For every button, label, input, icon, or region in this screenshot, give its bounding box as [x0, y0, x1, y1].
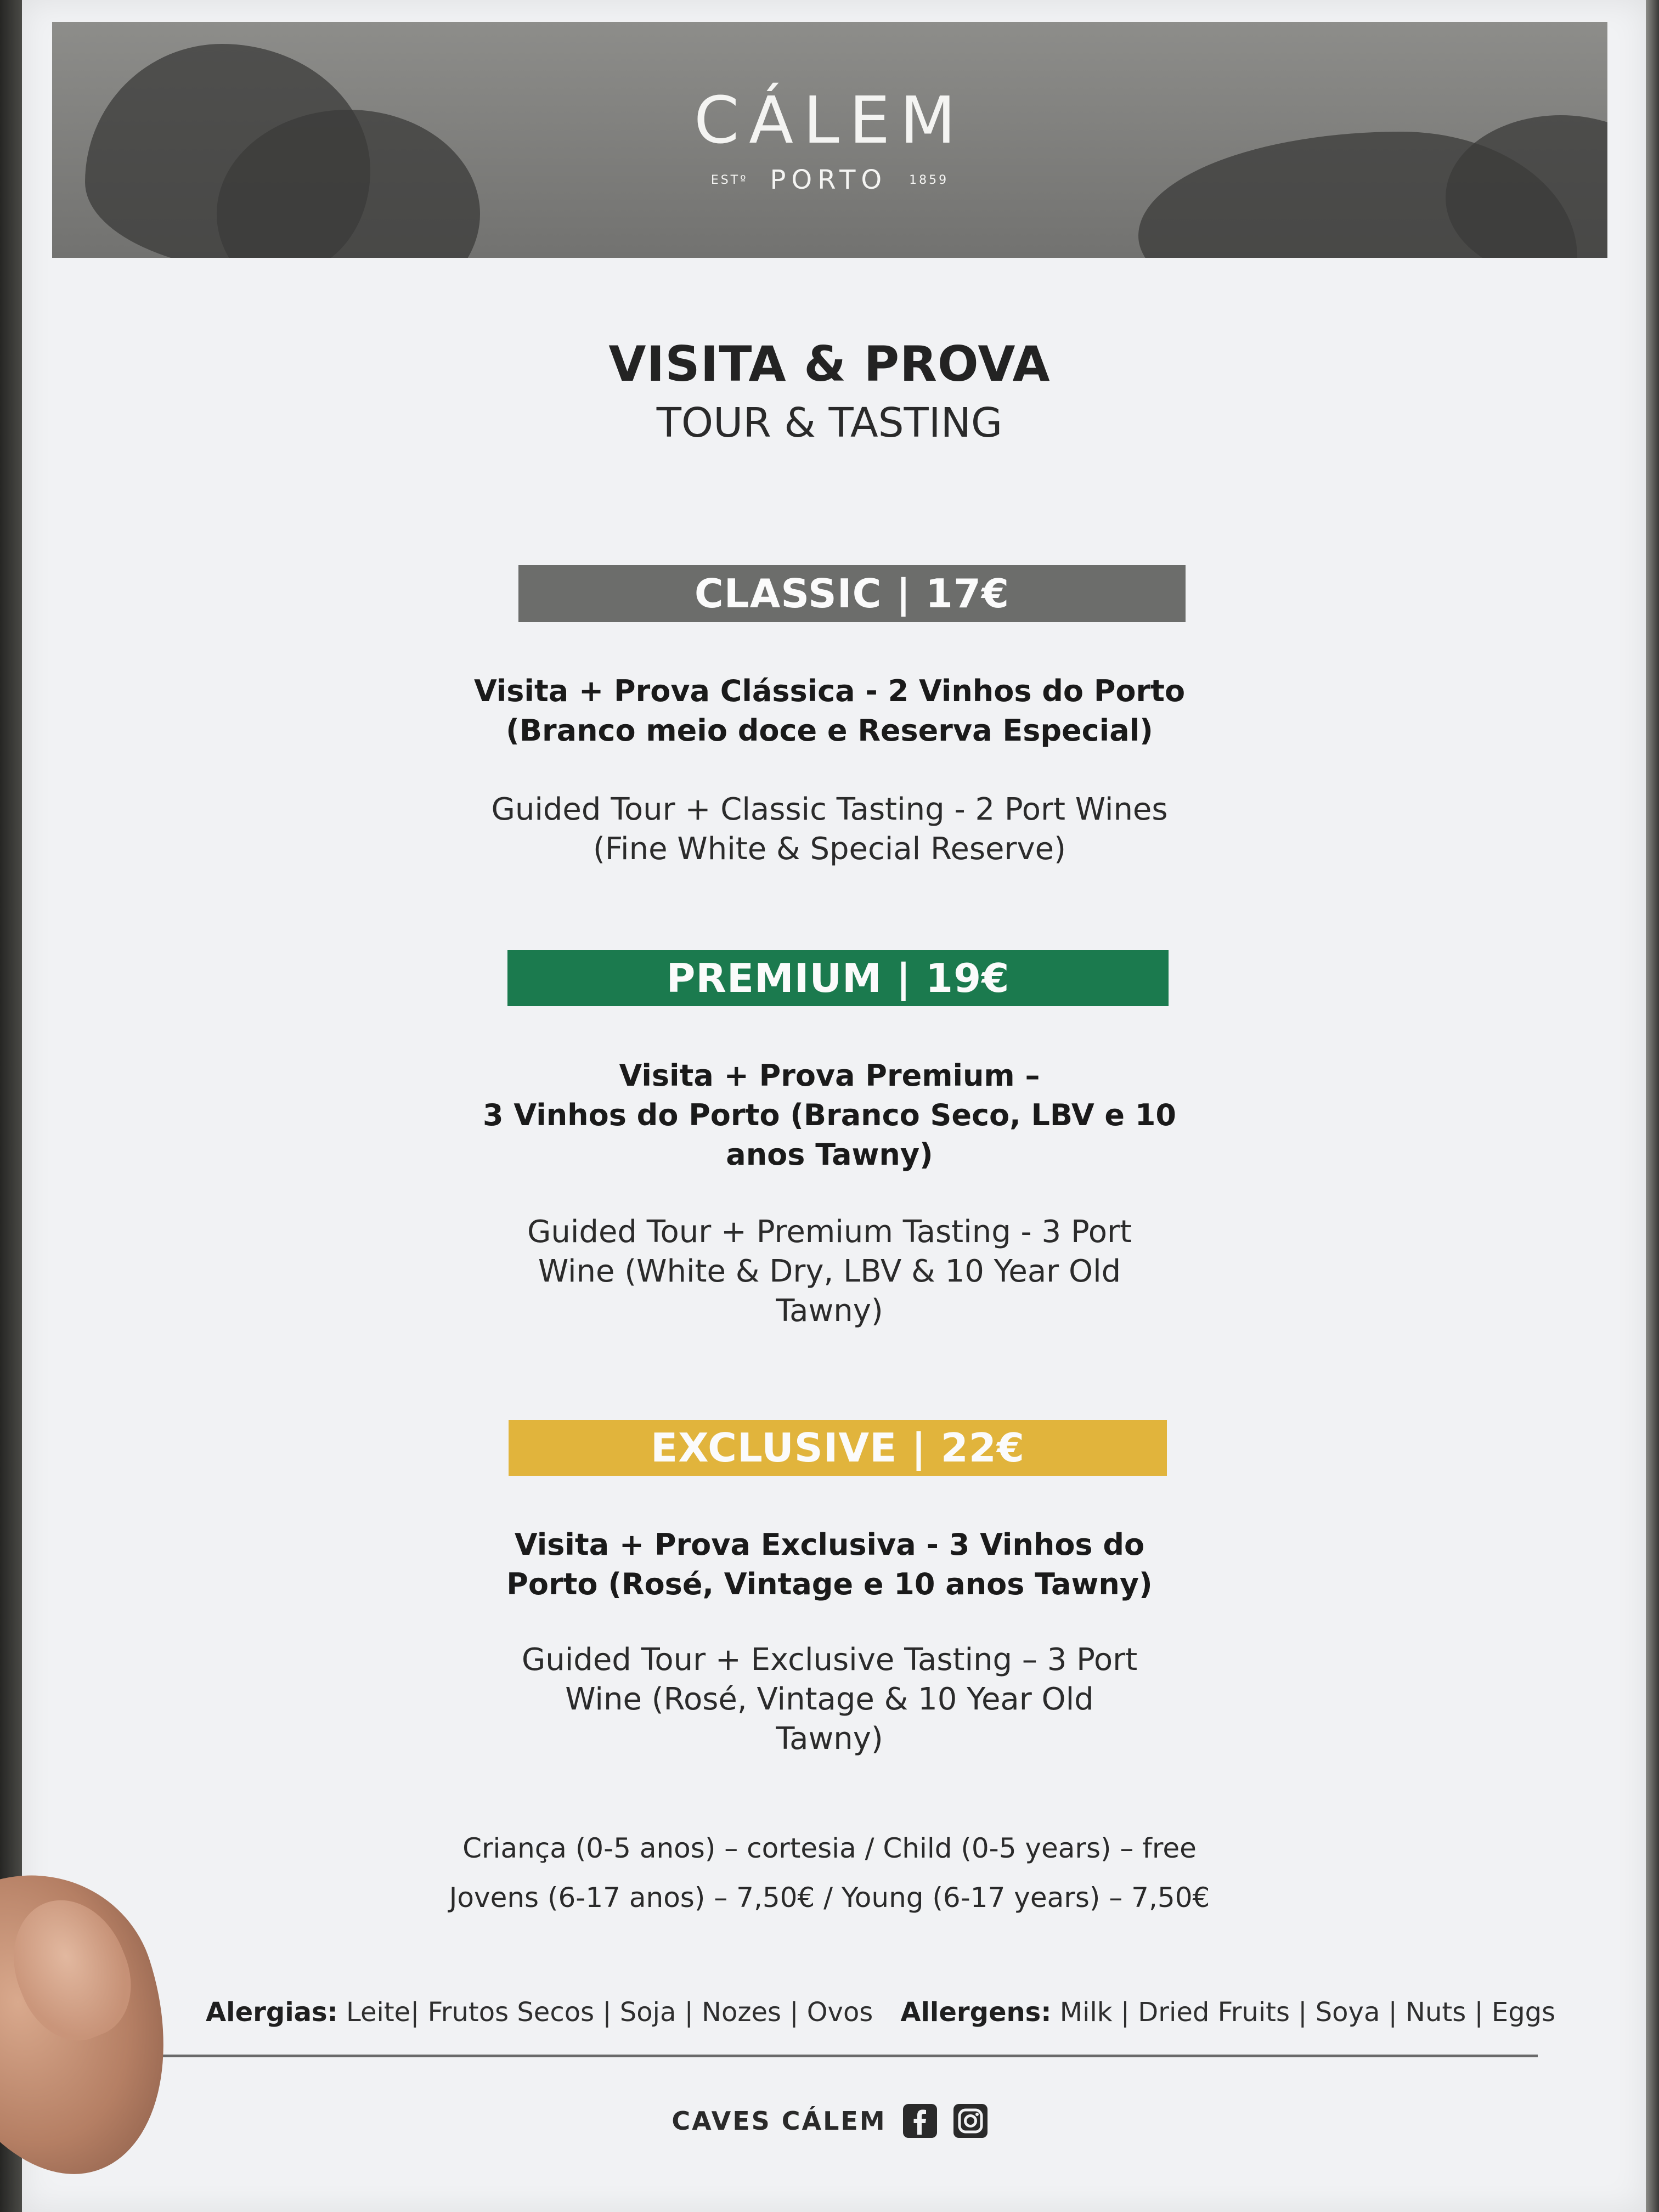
logo-city: PORTO: [770, 165, 888, 195]
premium-en-line: Tawny): [776, 1293, 883, 1329]
classic-price-band: CLASSIC | 17€: [518, 565, 1186, 622]
classic-description-pt: [0, 672, 1659, 751]
premium-description-pt: [0, 1056, 1659, 1175]
classic-description-en: [0, 790, 1659, 869]
premium-pt-line: 3 Vinhos do Porto (Branco Seco, LBV e 10: [483, 1098, 1176, 1132]
exclusive-en-line: Tawny): [776, 1721, 883, 1757]
premium-en-line: Wine (White & Dry, LBV & 10 Year Old: [538, 1254, 1121, 1289]
premium-price-band: PREMIUM | 19€: [507, 950, 1169, 1006]
exclusive-pt-line: Visita + Prova Exclusiva - 3 Vinhos do: [514, 1527, 1145, 1562]
classic-pt-line: (Branco meio doce e Reserva Especial): [506, 713, 1153, 748]
exclusive-price-band: EXCLUSIVE | 22€: [509, 1420, 1167, 1476]
premium-en-line: Guided Tour + Premium Tasting - 3 Port: [527, 1214, 1132, 1250]
brand-logo: [52, 82, 1607, 195]
exclusive-en-line: Guided Tour + Exclusive Tasting – 3 Port: [521, 1642, 1138, 1678]
classic-en-line: Guided Tour + Classic Tasting - 2 Port Wines: [491, 792, 1168, 827]
premium-description-en: [0, 1212, 1659, 1331]
child-price: Criança (0-5 anos) – cortesia / Child (0-5 years) – free: [462, 1832, 1197, 1864]
facebook-icon: [903, 2104, 937, 2138]
logo-est: ESTº: [710, 173, 748, 187]
logo-subline: [52, 165, 1607, 195]
header-banner: [52, 22, 1607, 258]
page-subtitle: TOUR & TASTING: [656, 399, 1003, 447]
logo-name: CÁLEM: [693, 82, 966, 158]
allergens-list-pt: Leite| Frutos Secos | Soja | Nozes | Ovos: [337, 1997, 873, 2028]
exclusive-pt-line: Porto (Rosé, Vintage e 10 anos Tawny): [506, 1567, 1153, 1601]
logo-year: 1859: [909, 173, 949, 187]
classic-en-line: (Fine White & Special Reserve): [593, 831, 1066, 867]
allergens-line: [206, 1997, 1555, 2028]
footer: [0, 2104, 1659, 2138]
exclusive-en-line: Wine (Rosé, Vintage & 10 Year Old: [565, 1681, 1094, 1717]
premium-pt-line: anos Tawny): [726, 1137, 933, 1172]
allergens-label-en: Allergens:: [900, 1997, 1052, 2028]
page-title: VISITA & PROVA: [608, 336, 1051, 392]
instagram-icon: [953, 2104, 988, 2138]
youth-price: Jovens (6-17 anos) – 7,50€ / Young (6-17 years) – 7,50€: [449, 1882, 1210, 1914]
footer-divider: [142, 2055, 1538, 2057]
footer-brand: CAVES CÁLEM: [672, 2106, 887, 2136]
exclusive-description-en: [0, 1640, 1659, 1759]
premium-pt-line: Visita + Prova Premium –: [619, 1058, 1040, 1093]
allergens-label-pt: Alergias:: [206, 1997, 338, 2028]
classic-pt-line: Visita + Prova Clássica - 2 Vinhos do Porto: [473, 674, 1186, 708]
allergens-list-en: Milk | Dried Fruits | Soya | Nuts | Eggs: [1051, 1997, 1556, 2028]
exclusive-description-pt: [0, 1525, 1659, 1604]
